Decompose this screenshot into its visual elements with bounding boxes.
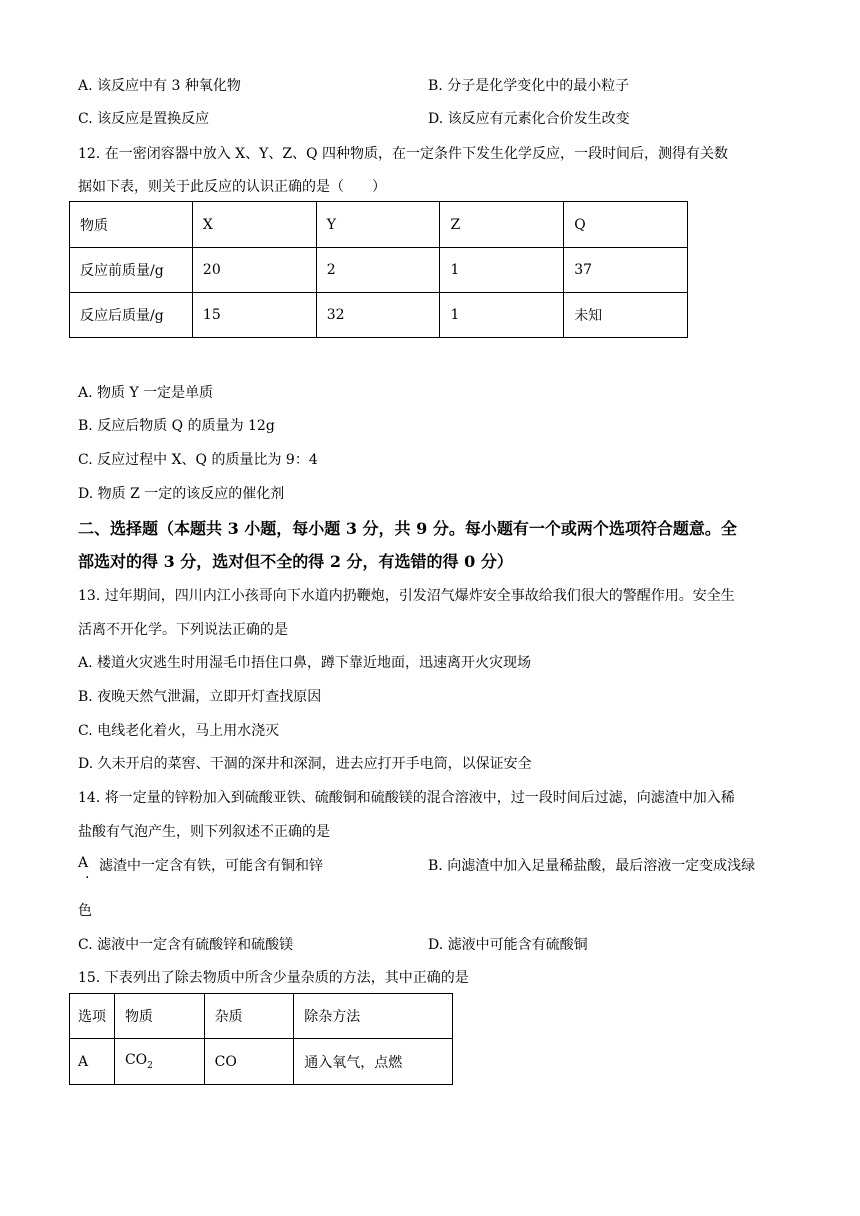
- table-cell: 物质: [70, 202, 193, 248]
- q13-option-d: D. 久未开启的菜窖、干涸的深井和深洞，进去应打开手电筒，以保证安全: [78, 756, 532, 772]
- table-cell: [114, 1039, 204, 1085]
- table-cell: Y: [316, 202, 440, 248]
- q12-stem-line2: 据如下表，则关于此反应的认识正确的是（ ）: [78, 179, 386, 195]
- table-row: [70, 293, 688, 338]
- table-cell: 1: [440, 293, 564, 338]
- q11-option-d: D. 该反应有元素化合价发生改变: [428, 111, 630, 127]
- table-cell: 反应前质量/g: [70, 248, 193, 293]
- table-row: [70, 1039, 453, 1085]
- q14-option-a-letter: A: [78, 855, 89, 871]
- formula-subscript: 2: [147, 1060, 153, 1071]
- q12-stem-line1: 12. 在一密闭容器中放入 X、Y、Z、Q 四种物质，在一定条件下发生化学反应，一段时间后，测得有关数: [78, 146, 729, 162]
- table-cell: Z: [440, 202, 564, 248]
- section-heading-line2: 部选对的得 3 分，选对但不全的得 2 分，有选错的得 0 分）: [78, 552, 513, 571]
- q14-option-a-dot: .: [85, 866, 90, 882]
- table-cell: 杂质: [204, 994, 294, 1039]
- q15-method-table: [69, 993, 453, 1085]
- q11-option-c: C. 该反应是置换反应: [78, 111, 210, 127]
- q13-stem-line1: 13. 过年期间，四川内江小孩哥向下水道内扔鞭炮，引发沼气爆炸安全事故给我们很大的警醒作用。安全生: [78, 588, 735, 604]
- q14-option-b: B. 向滤渣中加入足量稀盐酸，最后溶液一定变成浅绿: [428, 858, 756, 874]
- table-cell: 反应后质量/g: [70, 293, 193, 338]
- q13-option-c: C. 电线老化着火，马上用水浇灭: [78, 723, 280, 739]
- table-cell: 15: [192, 293, 316, 338]
- table-cell: 20: [192, 248, 316, 293]
- table-cell: 1: [440, 248, 564, 293]
- q12-data-table: [69, 201, 688, 338]
- q12-option-b: B. 反应后物质 Q 的质量为 12g: [78, 418, 275, 434]
- table-row: [70, 248, 688, 293]
- q14-option-b-continuation: 色: [78, 903, 92, 919]
- q13-stem-line2: 活离不开化学。下列说法正确的是: [78, 622, 288, 638]
- table-cell: 32: [316, 293, 440, 338]
- table-header-row: [70, 994, 453, 1039]
- q14-option-c: C. 滤液中一定含有硫酸锌和硫酸镁: [78, 937, 294, 953]
- q13-option-a: A. 楼道火灾逃生时用湿毛巾捂住口鼻，蹲下靠近地面，迅速离开火灾现场: [78, 655, 532, 671]
- table-cell: 通入氧气，点燃: [294, 1039, 453, 1085]
- q14-stem-line2: 盐酸有气泡产生，则下列叙述不正确的是: [78, 824, 330, 840]
- q14-option-d: D. 滤液中可能含有硫酸铜: [428, 937, 588, 953]
- q14-option-a: 滤渣中一定含有铁，可能含有铜和锌: [99, 858, 323, 874]
- table-cell: 未知: [564, 293, 688, 338]
- section-heading-line1: 二、选择题（本题共 3 小题，每小题 3 分，共 9 分。每小题有一个或两个选项符合题意。全: [78, 519, 737, 538]
- q14-stem-line1: 14. 将一定量的锌粉加入到硫酸亚铁、硫酸铜和硫酸镁的混合溶液中，过一段时间后过滤，向滤渣中加入稀: [78, 790, 735, 806]
- q11-option-b: B. 分子是化学变化中的最小粒子: [428, 78, 630, 94]
- table-cell: Q: [564, 202, 688, 248]
- table-cell: X: [192, 202, 316, 248]
- q12-option-c: C. 反应过程中 X、Q 的质量比为 9：4: [78, 452, 318, 468]
- formula-main: CO: [124, 1052, 148, 1069]
- q12-option-d: D. 物质 Z 一定的该反应的催化剂: [78, 486, 285, 502]
- table-cell: 除杂方法: [294, 994, 453, 1039]
- table-cell: CO: [204, 1039, 294, 1085]
- table-cell: 37: [564, 248, 688, 293]
- table-cell: 物质: [114, 994, 204, 1039]
- table-cell: 选项: [70, 994, 115, 1039]
- q12-option-a: A. 物质 Y 一定是单质: [78, 385, 214, 401]
- table-cell: 2: [316, 248, 440, 293]
- table-header-row: [70, 202, 688, 248]
- q13-option-b: B. 夜晚天然气泄漏，立即开灯查找原因: [78, 689, 322, 705]
- q15-stem: 15. 下表列出了除去物质中所含少量杂质的方法，其中正确的是: [78, 970, 469, 986]
- q11-option-a: A. 该反应中有 3 种氧化物: [78, 78, 241, 94]
- table-cell: A: [70, 1039, 115, 1085]
